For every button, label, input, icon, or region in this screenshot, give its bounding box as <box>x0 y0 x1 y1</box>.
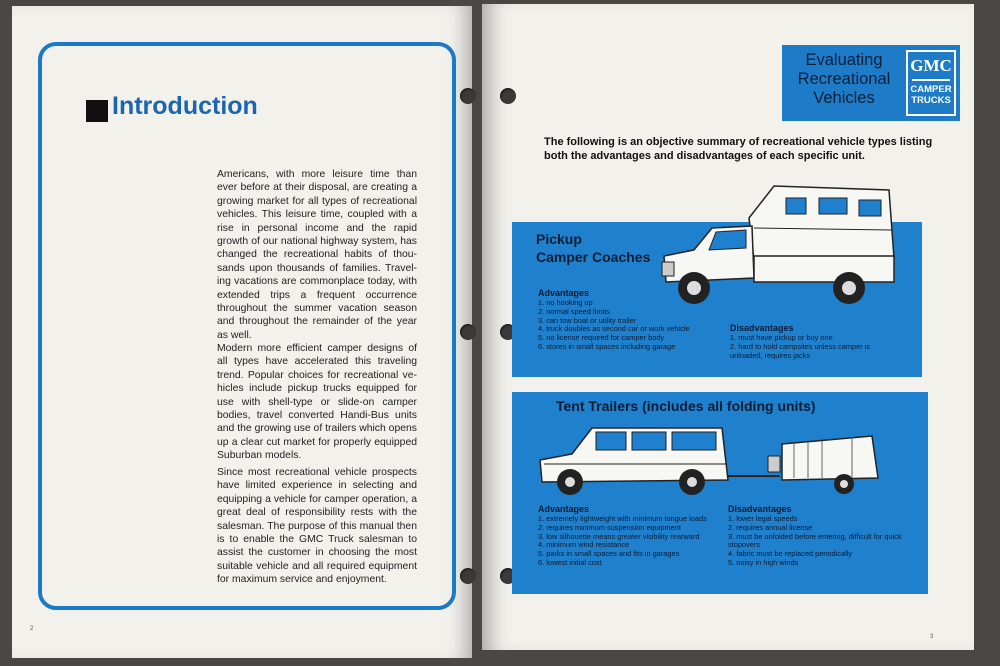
list-item: 1. must have pickup or buy one <box>730 333 833 342</box>
intro-paragraph-3: Since most recreational vehicle prospects have limited experience in selecting and equipping a vehicle for camper operation, a great deal of responsibility rests with the salesman. The purpose of this manual then is to enable the GMC Truck salesman to assist the customer in choosing the most suitable vehicle and all required equipment for maximum service and enjoyment. <box>217 467 417 586</box>
intro-paragraph-2: Modern more efficient camper designs of all types have accelerated this traveling trend. Popular choices for recreational ve- hicles include pickup trucks equipped for use with shell-type or slide-on camper bodies, travel converted Handi-Bus units and the growing use of trailers which opens up a clear cut market for properly equipped Suburban models. <box>217 343 417 462</box>
list-item: 5. noisy in high winds <box>728 557 799 567</box>
logo-divider <box>912 79 950 81</box>
logo-subtext: CAMPER TRUCKS <box>910 84 952 106</box>
list-item: 3. can tow boat or utility trailer <box>538 315 637 325</box>
section-title <box>536 230 650 266</box>
list-item: 5. no license required for camper body <box>538 333 665 343</box>
list-item: 1. extremely lightweight with minimum tongue loads <box>538 514 707 523</box>
list-item: 2. hard to hold campsites unless camper is unloaded, requires jacks <box>730 341 871 360</box>
pickup-camper-illustration <box>654 178 904 318</box>
list-item: 3. low silhouette means greater visibility rearward <box>538 531 700 541</box>
title-bullet-square <box>86 100 108 122</box>
section-title: Tent Trailers (includes all folding units) <box>556 398 816 414</box>
list-item: 2. normal speed limits <box>538 306 610 316</box>
list-item: 1. lower legal speeds <box>728 514 798 523</box>
page-number-right: 3 <box>930 634 934 640</box>
list-item: 5. parks in small spaces and fits in garages <box>538 549 680 559</box>
advantages-label: Advantages <box>538 288 590 298</box>
section-title-line-1: Pickup <box>536 231 582 247</box>
page-number-left: 2 <box>30 626 34 632</box>
binder-hole <box>500 88 516 104</box>
disadvantages-label: Disadvantages <box>728 504 792 514</box>
list-item: 3. must be unfolded before entering, difficult for quick stopovers <box>728 531 902 550</box>
disadvantages-list <box>728 515 908 568</box>
advantages-list <box>538 515 716 568</box>
pickup-camper-panel <box>512 222 922 377</box>
list-item: 2. requires minimum suspension equipment <box>538 522 681 532</box>
gmc-logo <box>906 50 956 116</box>
logo-text: GMC <box>910 56 952 75</box>
disadvantages-list <box>730 334 890 360</box>
list-item: 1. no hooking up <box>538 298 593 307</box>
binder-hole <box>460 568 476 584</box>
tent-trailer-panel <box>512 392 928 594</box>
list-item: 6. lowest initial cost <box>538 557 602 567</box>
list-item: 4. fabric must be replaced periodically <box>728 549 853 559</box>
summary-text: The following is an objective summary of recreational vehicle types listing both the advantages and disadvantages of each specific unit. <box>544 136 933 162</box>
section-title-line-2: Camper Coaches <box>536 249 651 265</box>
list-item: 6. stores in small spaces including garage <box>538 341 676 351</box>
list-item: 4. truck doubles as second car or work vehicle <box>538 324 690 334</box>
header-title: Evaluating Recreational Vehicles <box>797 51 891 107</box>
right-page <box>482 4 974 650</box>
list-item: 4. minimum wind resistance <box>538 540 630 550</box>
left-page <box>12 6 472 658</box>
binder-hole <box>460 88 476 104</box>
binder-hole <box>460 324 476 340</box>
list-item: 2. requires annual license <box>728 522 813 532</box>
intro-paragraph-1: Americans, with more leisure time than ever before at their disposal, are creating a growing market for all types of recreational vehicles. This leisure time, coupled with a rise in personal income and the rapid growth of our national highway system, has changed the recreational habits of thou- sands upon thousands of families. Travel- ing vacations are commonplace today, with extended trips a frequent occurrence throughout the summer vacation season and throughout the remainder of the year as well. <box>217 169 417 341</box>
suburban-tent-trailer-illustration <box>532 420 892 498</box>
advantages-list <box>538 299 728 352</box>
disadvantages-label: Disadvantages <box>730 323 794 333</box>
advantages-label: Advantages <box>538 504 590 514</box>
page-title: Introduction <box>112 92 258 120</box>
header-box <box>782 45 960 121</box>
